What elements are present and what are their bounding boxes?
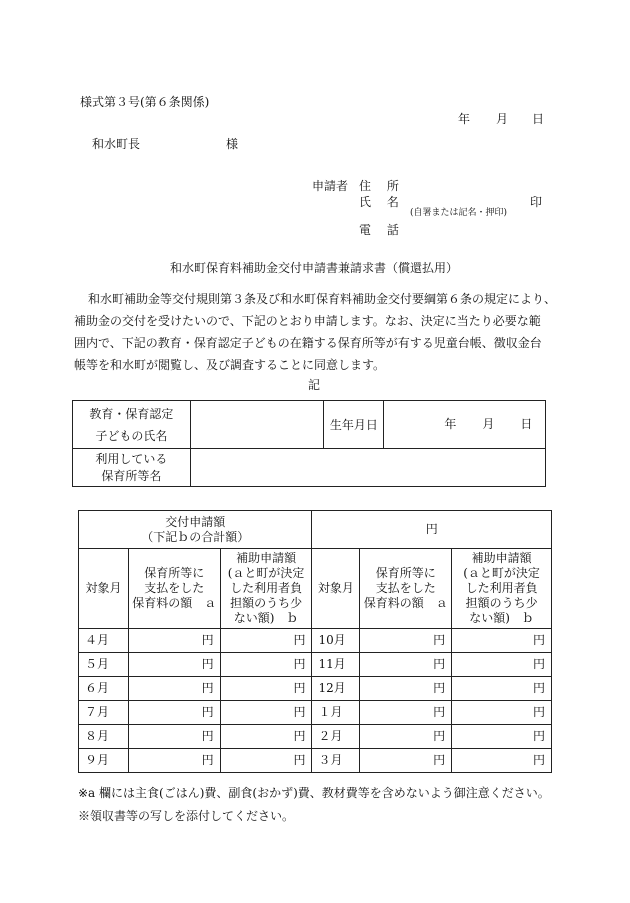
addressee-name: 和水町長	[92, 137, 141, 151]
name-label: 氏 名	[359, 195, 405, 209]
month-label: ３月	[312, 749, 360, 773]
applicant-label: 申請者	[312, 179, 349, 193]
month-label: 12月	[312, 677, 360, 701]
birth-date-label: 生年月日	[324, 401, 384, 449]
facility-label-2: 保育所等名	[101, 468, 162, 483]
paid-amount-cell[interactable]: 円	[360, 701, 452, 725]
subsidy-amount-cell[interactable]: 円	[220, 653, 312, 677]
subsidy-amount-cell[interactable]: 円	[220, 629, 312, 653]
month-label: 10月	[312, 629, 360, 653]
month-label: ２月	[312, 725, 360, 749]
paid-amount-cell[interactable]: 円	[360, 629, 452, 653]
date-day-label: 日	[532, 112, 545, 126]
paid-amount-header: 保育所等に 支払をした 保育料の額 ａ	[360, 549, 452, 629]
date-year-label: 年	[458, 112, 471, 126]
subsidy-amount-cell[interactable]: 円	[220, 701, 312, 725]
month-label: ７月	[79, 701, 129, 725]
body-line: 和水町補助金等交付規則第３条及び和水町保育料補助金交付要綱第６条の規定により、	[88, 292, 557, 306]
body-line: 帳等を和水町が閲覧し、及び調査することに同意します。	[74, 358, 386, 372]
subsidy-amount-cell[interactable]: 円	[452, 701, 552, 725]
paid-amount-cell[interactable]: 円	[128, 653, 220, 677]
month-label: ４月	[79, 629, 129, 653]
month-label: ９月	[79, 749, 129, 773]
table-row	[79, 677, 552, 701]
paid-amount-cell[interactable]: 円	[360, 653, 452, 677]
body-line: 補助金の交付を受けたいので、下記のとおり申請します。なお、決定に当たり必要な範	[74, 314, 541, 328]
form-number: 様式第３号(第６条関係)	[80, 95, 210, 109]
addressee-honorific: 様	[226, 137, 239, 151]
subsidy-amount-header: 補助申請額 (ａと町が決定 した利用者負 担額のうち少 ない額) ｂ	[452, 549, 552, 629]
paid-amount-cell[interactable]: 円	[360, 749, 452, 773]
body-paragraph	[74, 288, 557, 376]
month-label: ６月	[79, 677, 129, 701]
document-title: 和水町保育料補助金交付申請書兼請求書（償還払用）	[170, 261, 459, 275]
subsidy-amount-cell[interactable]: 円	[452, 629, 552, 653]
birth-year-label: 年	[444, 417, 457, 431]
month-label: 11月	[312, 653, 360, 677]
facility-input-cell[interactable]	[190, 449, 545, 487]
child-name-input-cell[interactable]	[190, 401, 324, 449]
total-amount-label: 交付申請額 （下記ｂの合計額）	[79, 511, 312, 549]
child-info-table	[72, 400, 546, 487]
paid-amount-cell[interactable]: 円	[360, 677, 452, 701]
seal-label: 印	[530, 195, 543, 209]
subsidy-amount-header: 補助申請額 (ａと町が決定 した利用者負 担額のうち少 ない額) ｂ	[220, 549, 312, 629]
paid-amount-cell[interactable]: 円	[128, 677, 220, 701]
paid-amount-cell[interactable]: 円	[360, 725, 452, 749]
subsidy-amount-cell[interactable]: 円	[220, 677, 312, 701]
month-header: 対象月	[312, 549, 360, 629]
child-name-label-1: 教育・保育認定	[89, 406, 174, 421]
month-header: 対象月	[79, 549, 129, 629]
application-amount-table	[78, 510, 552, 773]
table-row	[79, 629, 552, 653]
subsidy-amount-cell[interactable]: 円	[452, 653, 552, 677]
facility-label-cell	[73, 449, 191, 487]
child-name-label-cell	[73, 401, 191, 449]
address-label: 住 所	[359, 179, 405, 193]
subsidy-amount-cell[interactable]: 円	[220, 725, 312, 749]
date-month-label: 月	[496, 112, 509, 126]
paid-amount-cell[interactable]: 円	[128, 749, 220, 773]
body-line: 囲内で、下記の教育・保育認定子どもの在籍する保育所等が有する児童台帳、徴収金台	[74, 336, 542, 350]
paid-amount-cell[interactable]: 円	[128, 629, 220, 653]
note-1: ※a 欄には主食(ごはん)費、副食(おかず)費、教材費等を含めないよう御注意ください。	[78, 786, 550, 800]
signature-note: (自署または記名・押印)	[410, 208, 508, 218]
paid-amount-cell[interactable]: 円	[128, 725, 220, 749]
facility-label-1: 利用している	[95, 451, 168, 466]
note-2: ※領収書等の写しを添付してください。	[78, 809, 295, 823]
birth-month-label: 月	[482, 417, 495, 431]
phone-label: 電 話	[359, 223, 405, 237]
subsidy-amount-cell[interactable]: 円	[220, 749, 312, 773]
table-row	[79, 749, 552, 773]
child-name-label-2: 子どもの氏名	[95, 428, 168, 443]
total-amount-cell[interactable]: 円	[312, 511, 552, 549]
subsidy-amount-cell[interactable]: 円	[452, 677, 552, 701]
paid-amount-header: 保育所等に 支払をした 保育料の額 ａ	[128, 549, 220, 629]
subsidy-amount-cell[interactable]: 円	[452, 749, 552, 773]
table-row	[79, 725, 552, 749]
table-row	[79, 701, 552, 725]
birth-day-label: 日	[520, 417, 533, 431]
subsidy-amount-cell[interactable]: 円	[452, 725, 552, 749]
birth-date-input-cell[interactable]	[384, 401, 546, 449]
table-row	[79, 653, 552, 677]
month-label: ８月	[79, 725, 129, 749]
paid-amount-cell[interactable]: 円	[128, 701, 220, 725]
month-label: １月	[312, 701, 360, 725]
month-label: ５月	[79, 653, 129, 677]
ki-label: 記	[308, 378, 321, 392]
